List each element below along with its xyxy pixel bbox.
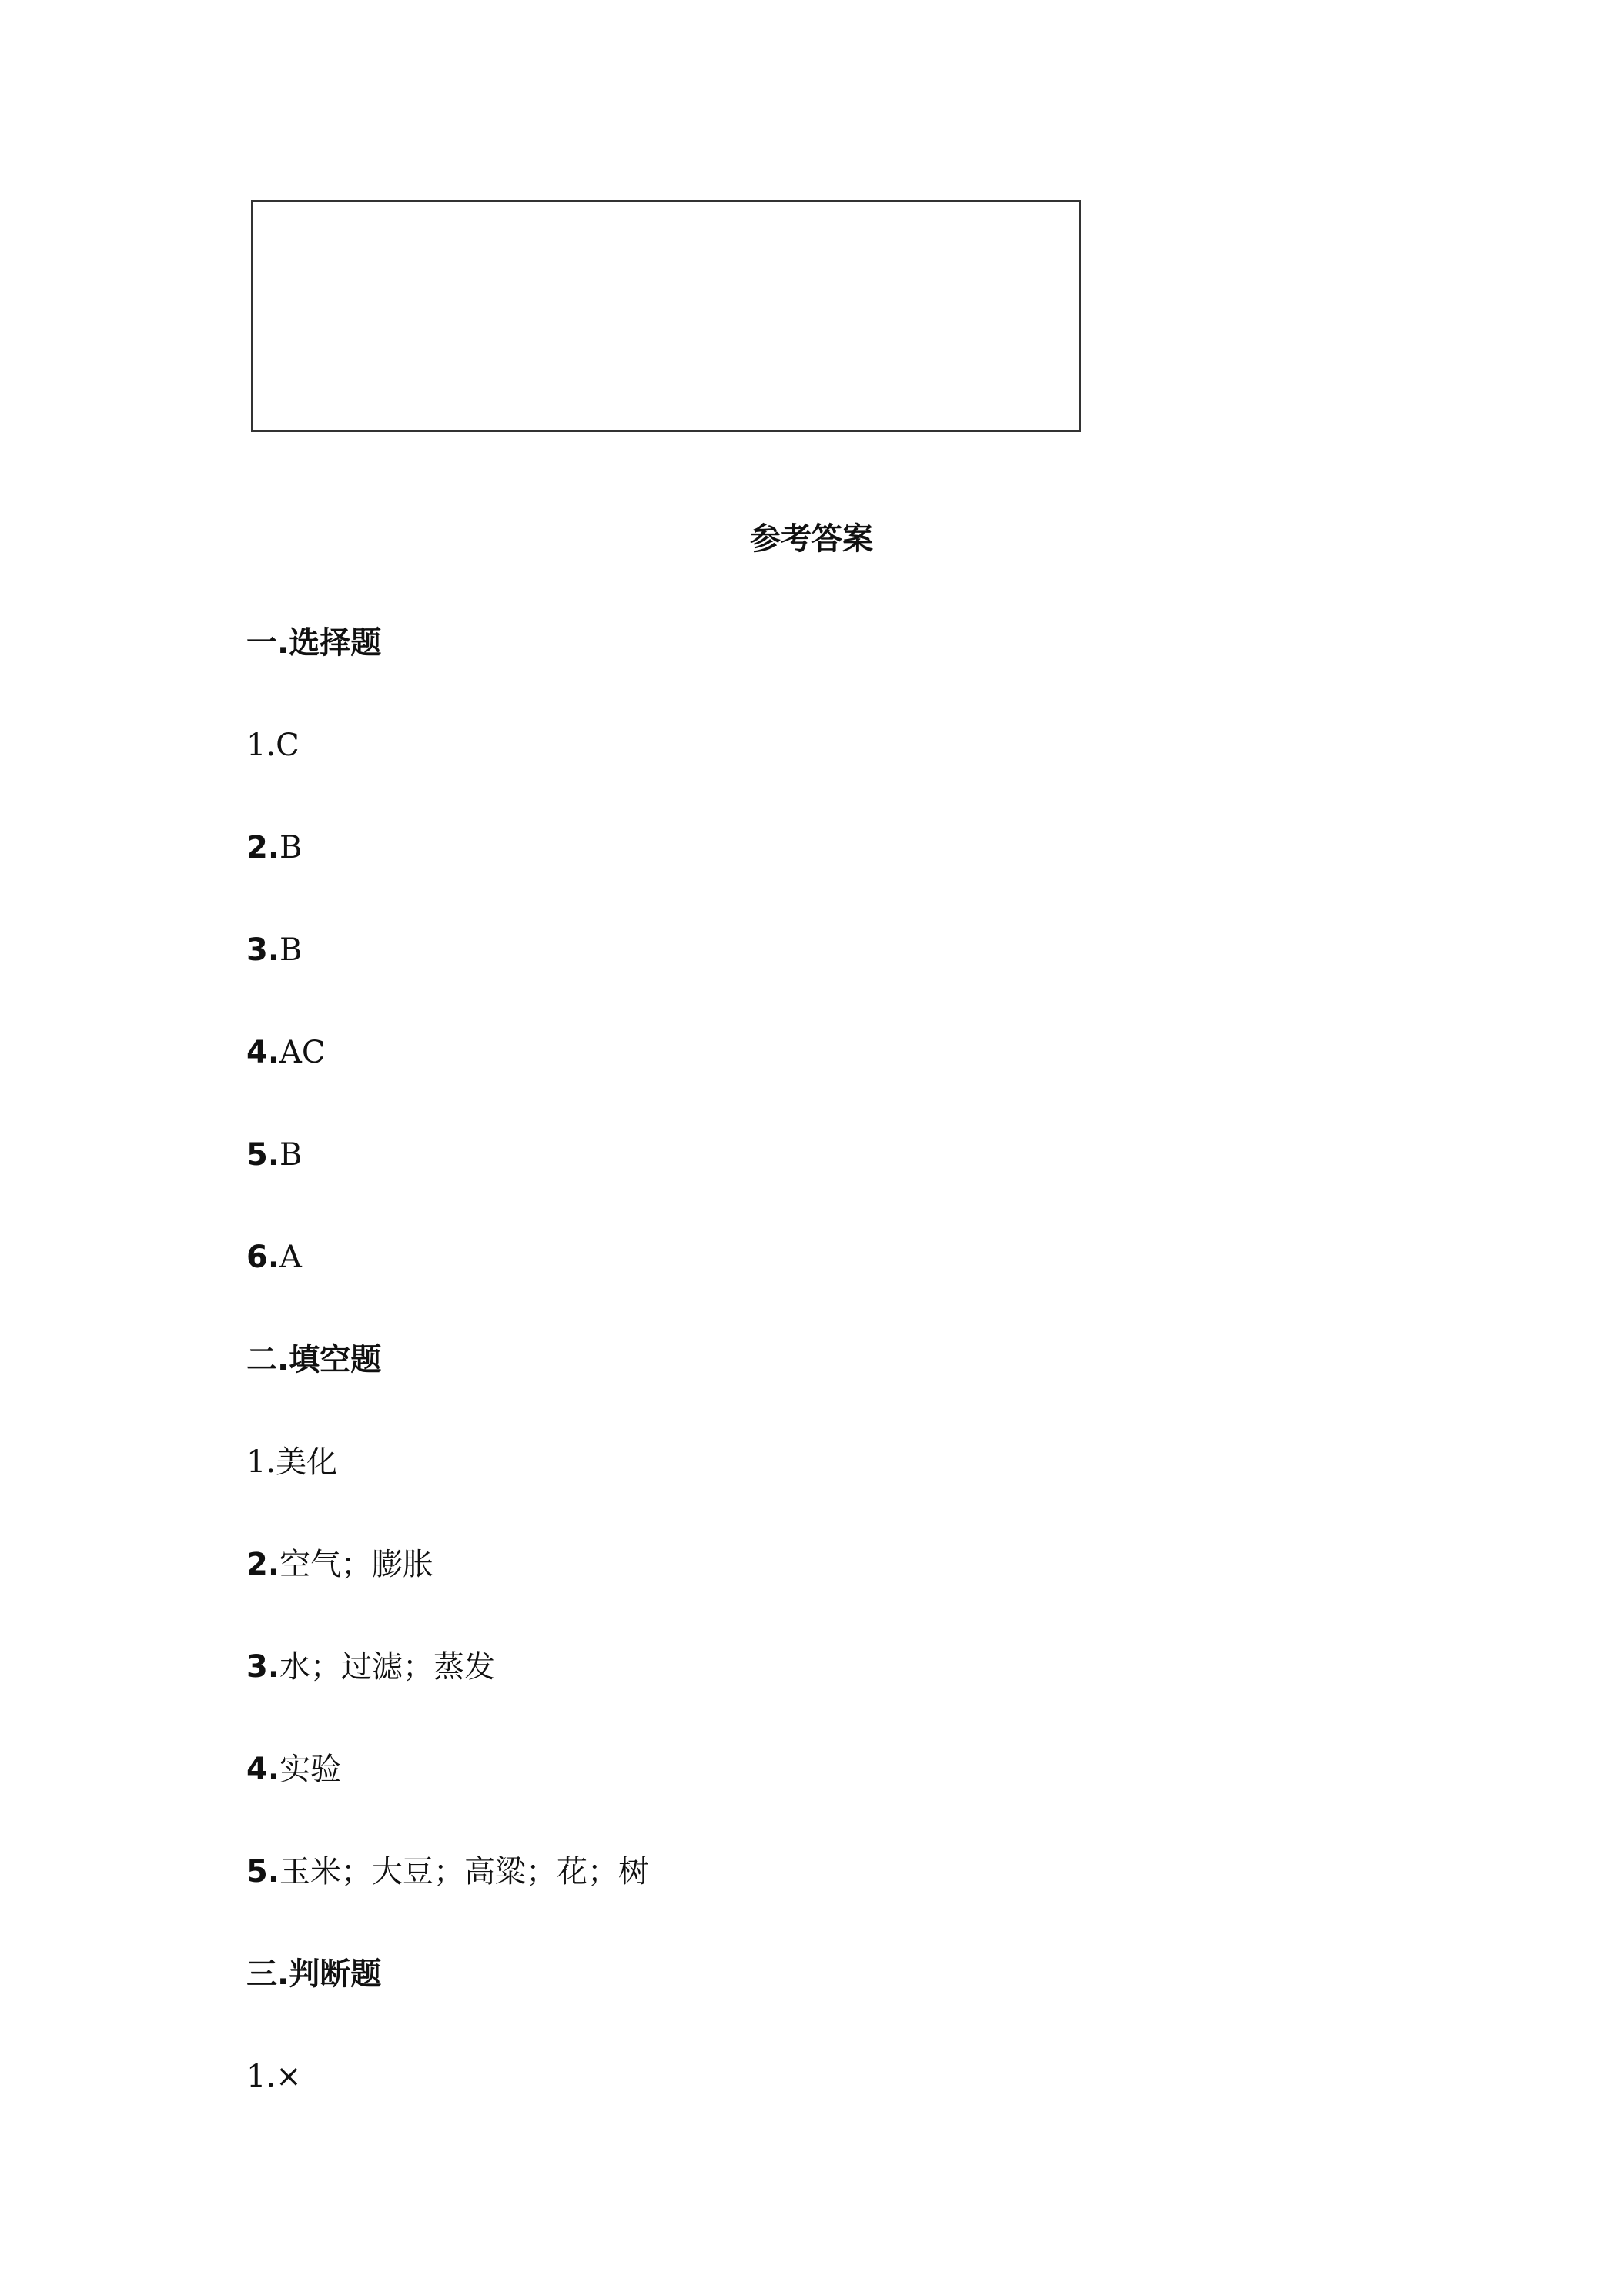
section-heading-fill: 二.填空题 — [246, 1342, 382, 1377]
item-answer: B — [279, 830, 303, 865]
list-item — [246, 1541, 433, 1588]
item-answer: 水；过滤；蒸发 — [279, 1649, 496, 1685]
item-number: 4. — [246, 1752, 280, 1787]
list-item — [246, 1234, 302, 1280]
list-item — [246, 1849, 649, 1895]
section-heading-judge: 三.判断题 — [246, 1956, 382, 1992]
item-number: 5. — [246, 1854, 280, 1889]
item-number: 1. — [246, 728, 276, 763]
item-number: 2. — [246, 830, 280, 865]
item-answer: C — [276, 728, 300, 763]
item-answer: AC — [279, 1035, 326, 1070]
list-item — [246, 1439, 337, 1485]
item-answer: 美化 — [276, 1444, 338, 1480]
list-item — [246, 1132, 302, 1178]
item-number: 4. — [246, 1035, 280, 1070]
section-heading-choice: 一.选择题 — [246, 625, 382, 661]
item-number: 3. — [246, 1649, 280, 1685]
item-answer: × — [276, 2059, 302, 2094]
list-item — [246, 2053, 302, 2100]
item-number: 6. — [246, 1240, 280, 1275]
item-answer: 玉米；大豆；高粱；花；树 — [279, 1854, 650, 1889]
item-number: 1. — [246, 1444, 276, 1480]
item-number: 1. — [246, 2059, 276, 2094]
list-item — [246, 1746, 341, 1792]
item-answer: B — [279, 932, 303, 968]
answer-box — [251, 200, 1081, 432]
item-number: 2. — [246, 1547, 280, 1582]
list-item — [246, 1029, 326, 1076]
item-answer: 实验 — [279, 1752, 342, 1787]
item-answer: B — [279, 1137, 303, 1173]
list-item — [246, 722, 300, 768]
item-answer: A — [279, 1240, 302, 1275]
page-title: 参考答案 — [750, 521, 873, 557]
item-number: 3. — [246, 932, 280, 968]
item-answer: 空气；膨胀 — [279, 1547, 434, 1582]
item-number: 5. — [246, 1137, 280, 1173]
list-item — [246, 825, 302, 871]
list-item — [246, 927, 302, 973]
list-item — [246, 1644, 495, 1690]
